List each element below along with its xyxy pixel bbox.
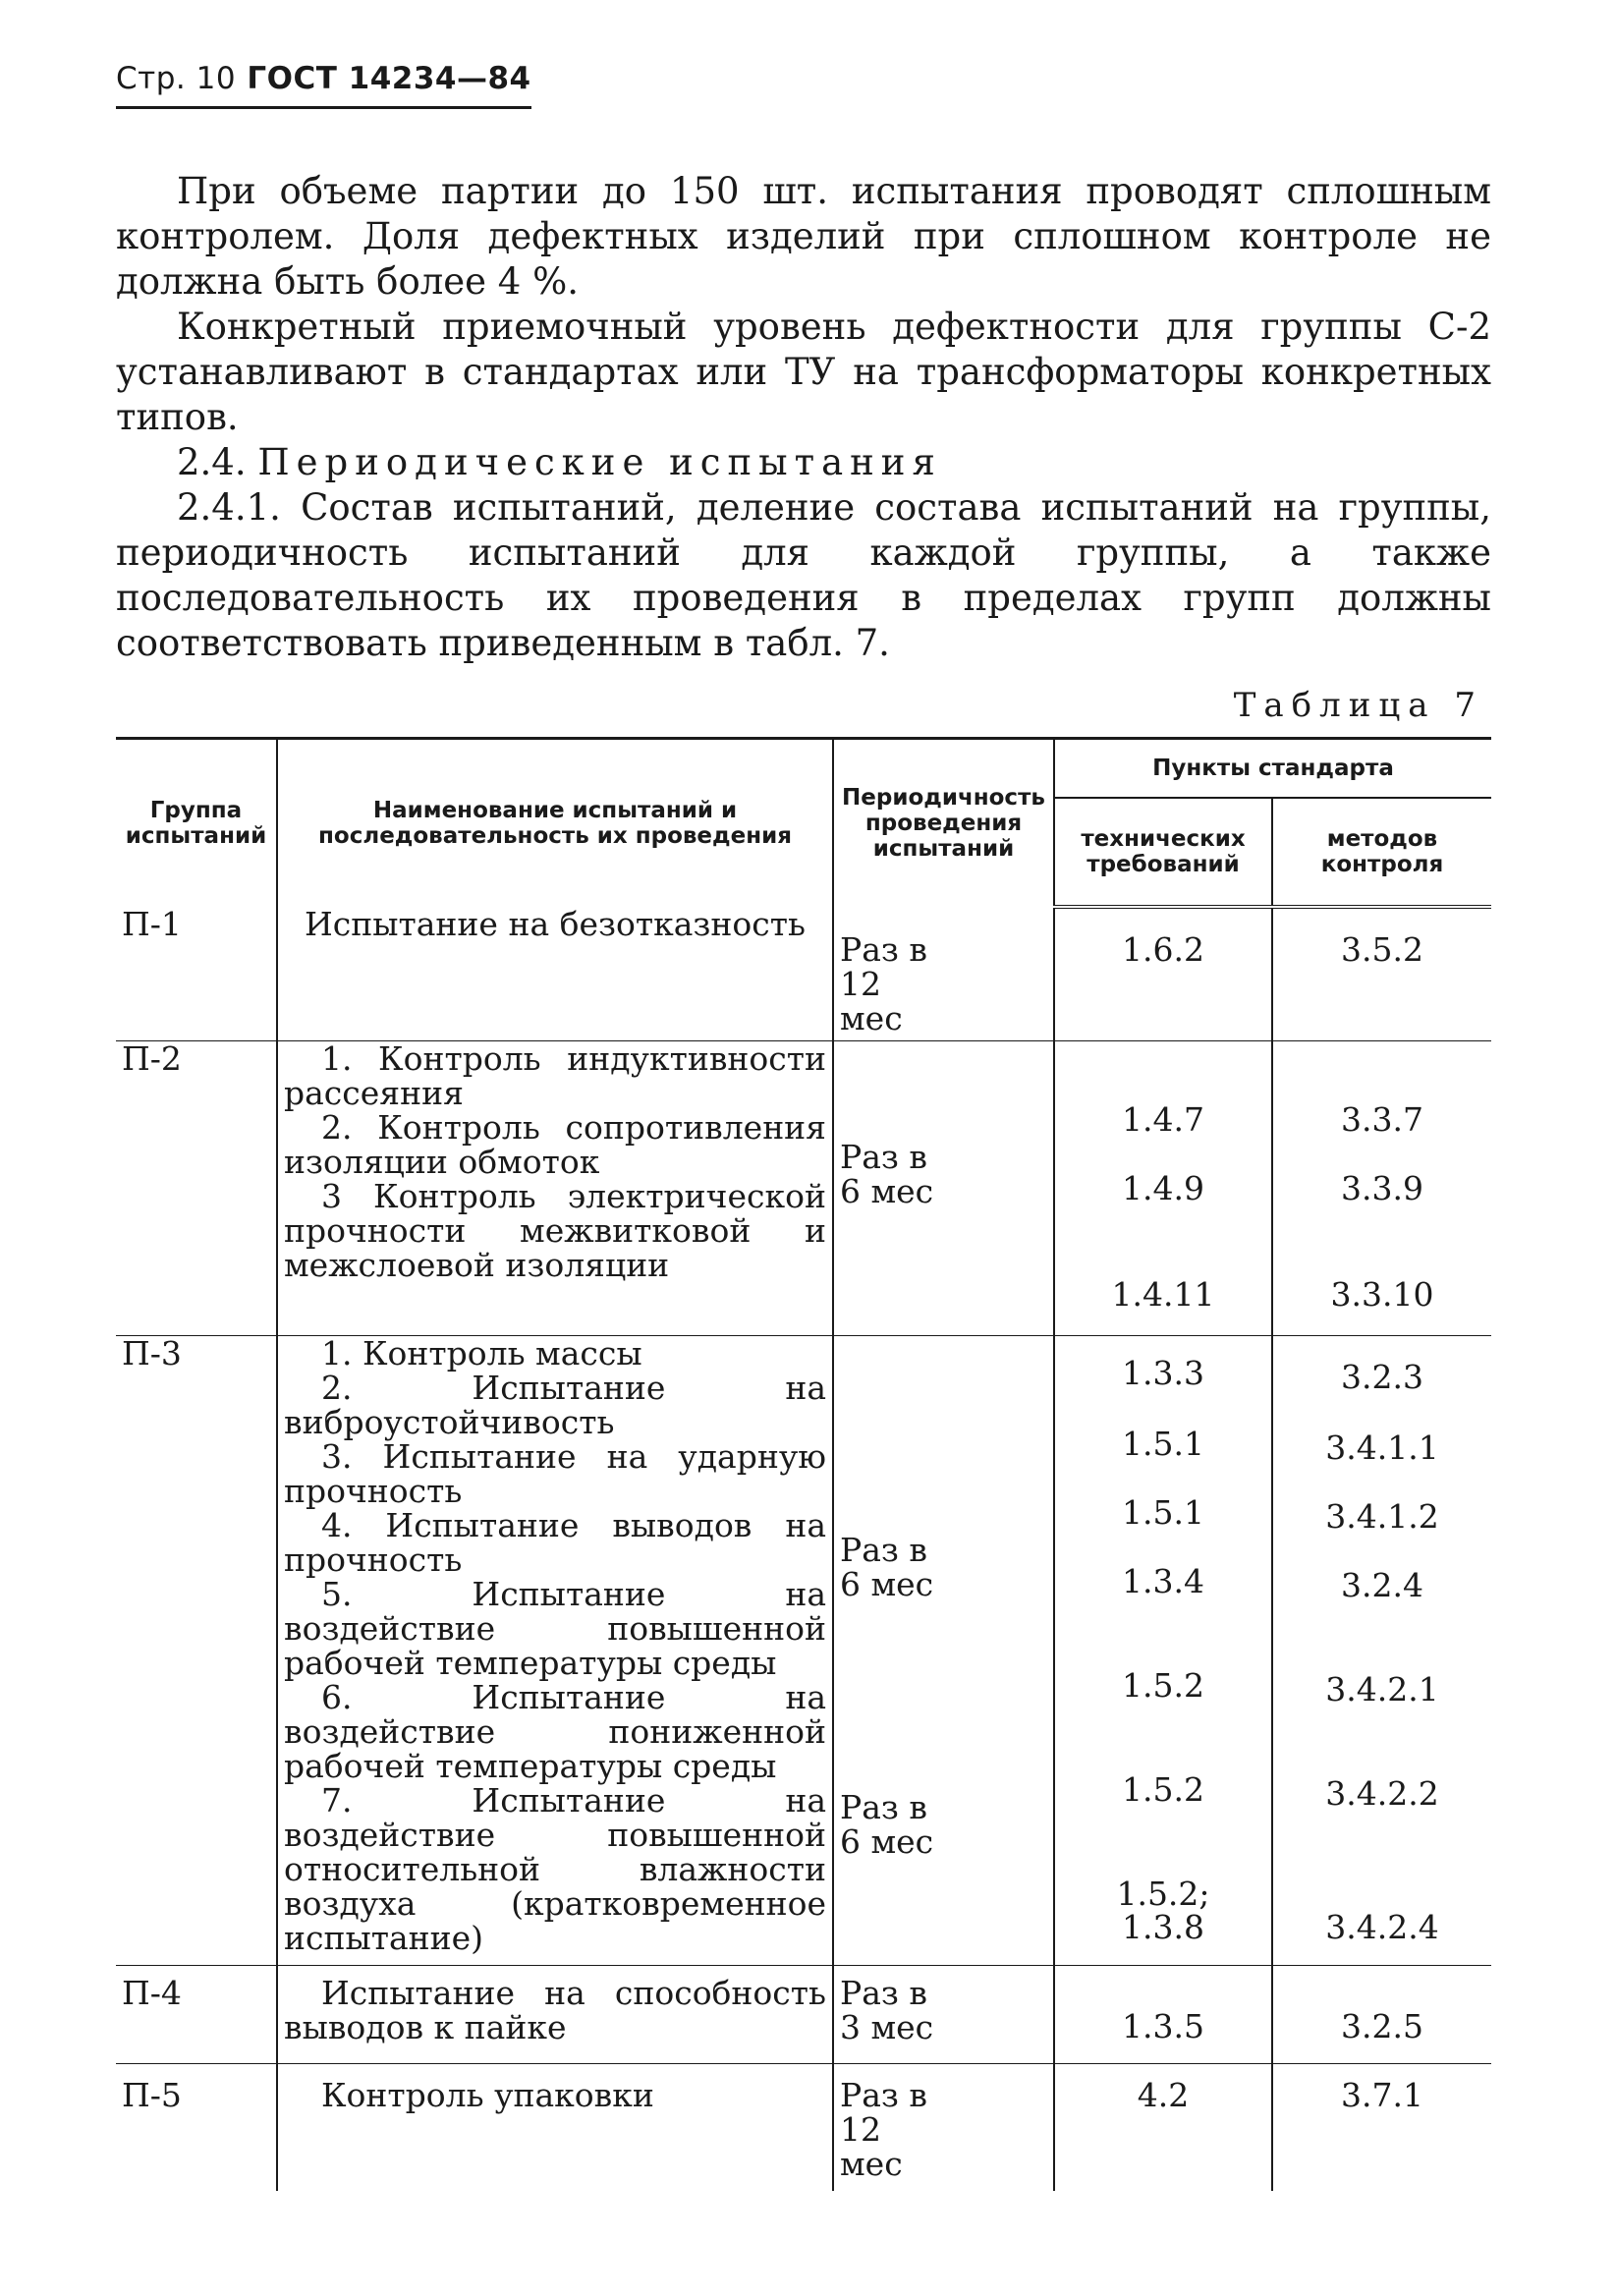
method-ref: 3.5.2 <box>1341 930 1423 969</box>
tech-ref: 1.5.1 <box>1122 1424 1204 1463</box>
page-label: Стр. 10 <box>116 61 237 96</box>
table-row <box>116 1040 1491 1335</box>
method-ref: 3.3.10 <box>1330 1274 1434 1314</box>
header-tech: технических требований <box>1054 798 1272 907</box>
tech-cell <box>1054 1965 1272 2063</box>
tech-ref: 1.3.3 <box>1122 1353 1204 1392</box>
section-number: 2.4. <box>177 441 247 483</box>
test-item <box>284 1780 826 1957</box>
test-item <box>284 1368 826 1441</box>
test-item-text: 1. Контроль массы <box>321 1333 642 1372</box>
test-item-text: 4. Испытание выводов на прочность <box>284 1505 826 1579</box>
body-text <box>116 169 1491 666</box>
test-item <box>284 1677 826 1785</box>
method-ref: 3.2.4 <box>1341 1565 1423 1604</box>
test-item-text: 1. Контроль индуктивности рассеяния <box>284 1038 826 1112</box>
method-ref: 3.4.2.1 <box>1325 1669 1439 1708</box>
methods-cell <box>1272 1965 1491 2063</box>
methods-cell <box>1272 1335 1491 1965</box>
page-header <box>116 61 531 109</box>
test-item <box>284 1436 826 1510</box>
period-text: Раз в 3 мес <box>840 1973 934 2046</box>
method-ref: 3.3.7 <box>1341 1099 1423 1139</box>
tech-ref: 1.3.8 <box>1122 1907 1204 1946</box>
test-item-text: 6. Испытание на воздействие пониженной рабочей температуры среды <box>284 1677 826 1785</box>
group-cell: П-2 <box>116 1040 277 1335</box>
group-cell: П-3 <box>116 1335 277 1965</box>
period-text: Раз в 12 мес <box>840 2075 927 2183</box>
header-period: Периодичность проведения испытаний <box>833 739 1054 908</box>
table-row <box>116 907 1491 1040</box>
name-cell <box>277 1335 833 1965</box>
tech-ref: 1.5.2 <box>1122 1665 1204 1705</box>
period-cell <box>833 907 1054 1040</box>
table-row <box>116 2063 1491 2191</box>
tech-ref: 1.3.4 <box>1122 1561 1204 1600</box>
section-heading <box>116 440 1491 485</box>
period-text: Раз в 12 мес <box>840 930 927 1037</box>
test-item-text: Испытание на способность выводов к пайке <box>284 1973 826 2046</box>
tech-ref: 1.5.1 <box>1122 1492 1204 1532</box>
test-item-text: 2. Испытание на виброустойчивость <box>284 1368 826 1441</box>
group-cell: П-5 <box>116 2063 277 2191</box>
test-item <box>284 1574 826 1682</box>
test-item <box>284 1176 826 1284</box>
test-item <box>284 2075 826 2114</box>
name-cell <box>277 1965 833 2063</box>
method-ref: 3.2.3 <box>1341 1357 1423 1396</box>
method-ref: 3.2.5 <box>1341 2006 1423 2045</box>
header-methods: методов контроля <box>1272 798 1491 907</box>
test-item-text: 3 Контроль электрической прочности межвитковой и межслоевой изоляции <box>284 1176 826 1284</box>
tech-cell <box>1054 907 1272 1040</box>
test-item <box>284 1973 826 2046</box>
method-ref: 3.4.1.1 <box>1325 1428 1439 1467</box>
method-ref: 3.4.1.2 <box>1325 1496 1439 1536</box>
period-cell <box>833 1965 1054 2063</box>
method-ref: 3.4.2.4 <box>1325 1907 1439 1946</box>
period-text: Раз в 6 мес <box>840 1787 934 1861</box>
tech-cell <box>1054 1335 1272 1965</box>
method-ref: 3.3.9 <box>1341 1168 1423 1207</box>
section-title: Периодические испытания <box>257 441 942 483</box>
period-cell <box>833 1040 1054 1335</box>
name-cell <box>277 2063 833 2191</box>
tech-cell <box>1054 2063 1272 2191</box>
tech-ref: 1.4.9 <box>1122 1168 1204 1207</box>
paragraph: При объеме партии до 150 шт. испытания проводят сплошным контролем. Доля дефектных изделий при сплошном контроле не должна быть более 4 %. <box>116 170 1491 303</box>
name-cell <box>277 1040 833 1335</box>
group-cell: П-1 <box>116 907 277 1040</box>
tech-ref: 4.2 <box>1137 2075 1190 2114</box>
test-name: Испытание на безотказность <box>304 905 806 943</box>
tech-ref: 1.4.7 <box>1122 1099 1204 1139</box>
tech-ref: 1.5.2 <box>1122 1769 1204 1809</box>
test-item-text: 7. Испытание на воздействие повышенной относительной влажности воздуха (кратковременное испытание) <box>284 1780 826 1957</box>
tech-cell <box>1054 1040 1272 1335</box>
table-row <box>116 1335 1491 1965</box>
test-item-text: Контроль упаковки <box>321 2075 654 2114</box>
standard-number: ГОСТ 14234—84 <box>247 61 531 96</box>
methods-cell <box>1272 907 1491 1040</box>
period-cell <box>833 1335 1054 1965</box>
test-item-text: 5. Испытание на воздействие повышенной рабочей температуры среды <box>284 1574 826 1682</box>
test-item <box>284 1107 826 1181</box>
period-text: Раз в 6 мес <box>840 1137 934 1210</box>
header-points: Пункты стандарта <box>1152 756 1394 781</box>
test-item <box>284 1333 826 1372</box>
test-item <box>284 1038 826 1112</box>
header-name: Наименование испытаний и последовательность их проведения <box>277 739 833 908</box>
paragraph: Конкретный приемочный уровень дефектности для группы С-2 устанавливают в стандартах или ТУ на трансформаторы конкретных типов. <box>116 306 1491 438</box>
tests-table <box>116 737 1491 2191</box>
test-item-text: 3. Испытание на ударную прочность <box>284 1436 826 1510</box>
tech-ref: 1.3.5 <box>1122 2006 1204 2045</box>
test-item <box>284 1505 826 1579</box>
header-group: Группа испытаний <box>116 739 277 908</box>
name-cell <box>277 907 833 1040</box>
method-ref: 3.7.1 <box>1341 2075 1423 2114</box>
period-cell <box>833 2063 1054 2191</box>
methods-cell <box>1272 1040 1491 1335</box>
tech-ref: 1.6.2 <box>1122 930 1204 969</box>
table-row <box>116 1965 1491 2063</box>
subsection-text: 2.4.1. Состав испытаний, деление состава испытаний на группы, периодичность испытаний для каждой группы, а также последовательность их проведения в пределах групп должны соответствовать приведенным в табл. 7. <box>116 486 1491 664</box>
method-ref: 3.4.2.2 <box>1325 1773 1439 1813</box>
tech-ref: 1.5.2; <box>1116 1874 1210 1913</box>
tech-ref: 1.4.11 <box>1111 1274 1215 1314</box>
period-text: Раз в 6 мес <box>840 1530 934 1603</box>
group-cell: П-4 <box>116 1965 277 2063</box>
methods-cell <box>1272 2063 1491 2191</box>
test-item-text: 2. Контроль сопротивления изоляции обмоток <box>284 1107 826 1181</box>
table-title: Таблица 7 <box>1233 686 1483 725</box>
